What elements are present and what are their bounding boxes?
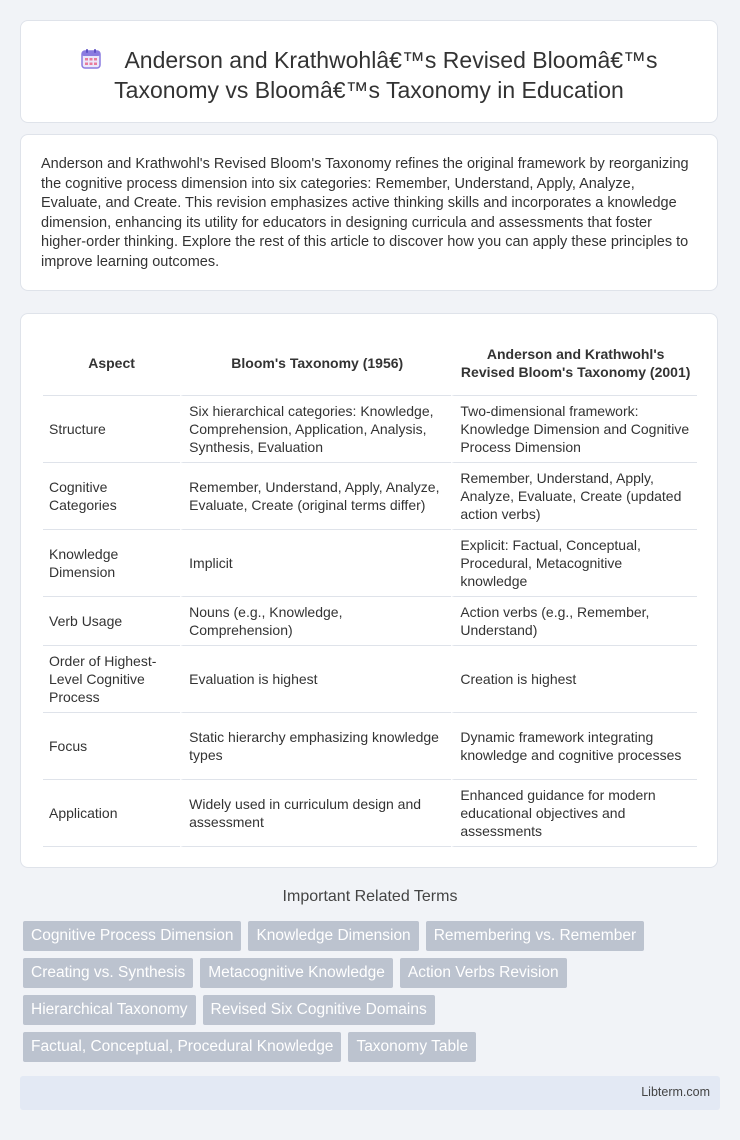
row-revised: Creation is highest	[451, 646, 697, 713]
comparison-table-card	[20, 313, 718, 868]
table-header-row	[43, 330, 697, 396]
table-row	[43, 780, 697, 847]
row-aspect: Verb Usage	[43, 597, 180, 646]
row-blooms: Static hierarchy emphasizing knowledge types	[180, 713, 451, 780]
row-blooms: Six hierarchical categories: Knowledge, Comprehension, Application, Analysis, Synthesis, Evaluation	[180, 396, 451, 463]
row-aspect: Cognitive Categories	[43, 463, 180, 530]
row-revised: Dynamic framework integrating knowledge and cognitive processes	[451, 713, 697, 780]
footer-bar	[20, 1076, 720, 1110]
related-term-tag[interactable]: Cognitive Process Dimension	[23, 921, 241, 951]
page-title-wrap	[21, 21, 717, 105]
row-revised: Explicit: Factual, Conceptual, Procedural, Metacognitive knowledge	[451, 530, 697, 597]
footer-site-link[interactable]: Libterm.com	[641, 1085, 710, 1099]
table-row	[43, 463, 697, 530]
row-revised: Action verbs (e.g., Remember, Understand)	[451, 597, 697, 646]
related-term-tag[interactable]: Revised Six Cognitive Domains	[203, 995, 435, 1025]
related-terms-title: Important Related Terms	[282, 888, 458, 905]
row-blooms: Evaluation is highest	[180, 646, 451, 713]
related-term-tag[interactable]: Taxonomy Table	[348, 1032, 476, 1062]
row-revised: Two-dimensional framework: Knowledge Dimension and Cognitive Process Dimension	[451, 396, 697, 463]
comparison-table	[43, 330, 697, 847]
intro-card	[20, 134, 718, 291]
row-blooms: Implicit	[180, 530, 451, 597]
related-term-tag[interactable]: Action Verbs Revision	[400, 958, 567, 988]
intro-paragraph: Anderson and Krathwohl's Revised Bloom's Taxonomy refines the original framework by reorganizing the cognitive process dimension into six categories: Remember, Understand, Apply, Analyze, Evaluate, and Create. This revision emphasizes active thinking skills and incorporates a knowledge dimension, enhancing its utility for educators in designing curricula and assessments that foster higher-order thinking. Explore the rest of this article to discover how you can apply these principles to improve learning outcomes.	[41, 156, 689, 270]
related-term-tag[interactable]: Creating vs. Synthesis	[23, 958, 193, 988]
related-terms-list	[23, 921, 723, 1069]
table-row	[43, 713, 697, 780]
related-term-tag[interactable]: Remembering vs. Remember	[426, 921, 644, 951]
table-row	[43, 396, 697, 463]
row-blooms: Widely used in curriculum design and assessment	[180, 780, 451, 847]
row-aspect: Structure	[43, 396, 180, 463]
related-term-tag[interactable]: Hierarchical Taxonomy	[23, 995, 196, 1025]
table-row	[43, 597, 697, 646]
related-term-tag[interactable]: Metacognitive Knowledge	[200, 958, 393, 988]
calendar-icon	[80, 47, 102, 69]
header-aspect: Aspect	[43, 330, 180, 396]
row-aspect: Focus	[43, 713, 180, 780]
row-aspect: Application	[43, 780, 180, 847]
row-blooms: Nouns (e.g., Knowledge, Comprehension)	[180, 597, 451, 646]
title-card	[20, 20, 718, 123]
header-blooms: Bloom's Taxonomy (1956)	[180, 330, 451, 396]
related-term-tag[interactable]: Knowledge Dimension	[248, 921, 418, 951]
row-revised: Enhanced guidance for modern educational objectives and assessments	[451, 780, 697, 847]
related-term-tag[interactable]: Factual, Conceptual, Procedural Knowledge	[23, 1032, 341, 1062]
table-row	[43, 646, 697, 713]
row-revised: Remember, Understand, Apply, Analyze, Evaluate, Create (updated action verbs)	[451, 463, 697, 530]
row-blooms: Remember, Understand, Apply, Analyze, Evaluate, Create (original terms differ)	[180, 463, 451, 530]
header-revised: Anderson and Krathwohl's Revised Bloom's Taxonomy (2001)	[451, 330, 697, 396]
row-aspect: Order of Highest-Level Cognitive Process	[43, 646, 180, 713]
page-title: Anderson and Krathwohlâ€™s Revised Bloomâ€™s Taxonomy vs Bloomâ€™s Taxonomy in Education	[114, 47, 658, 103]
row-aspect: Knowledge Dimension	[43, 530, 180, 597]
table-row	[43, 530, 697, 597]
